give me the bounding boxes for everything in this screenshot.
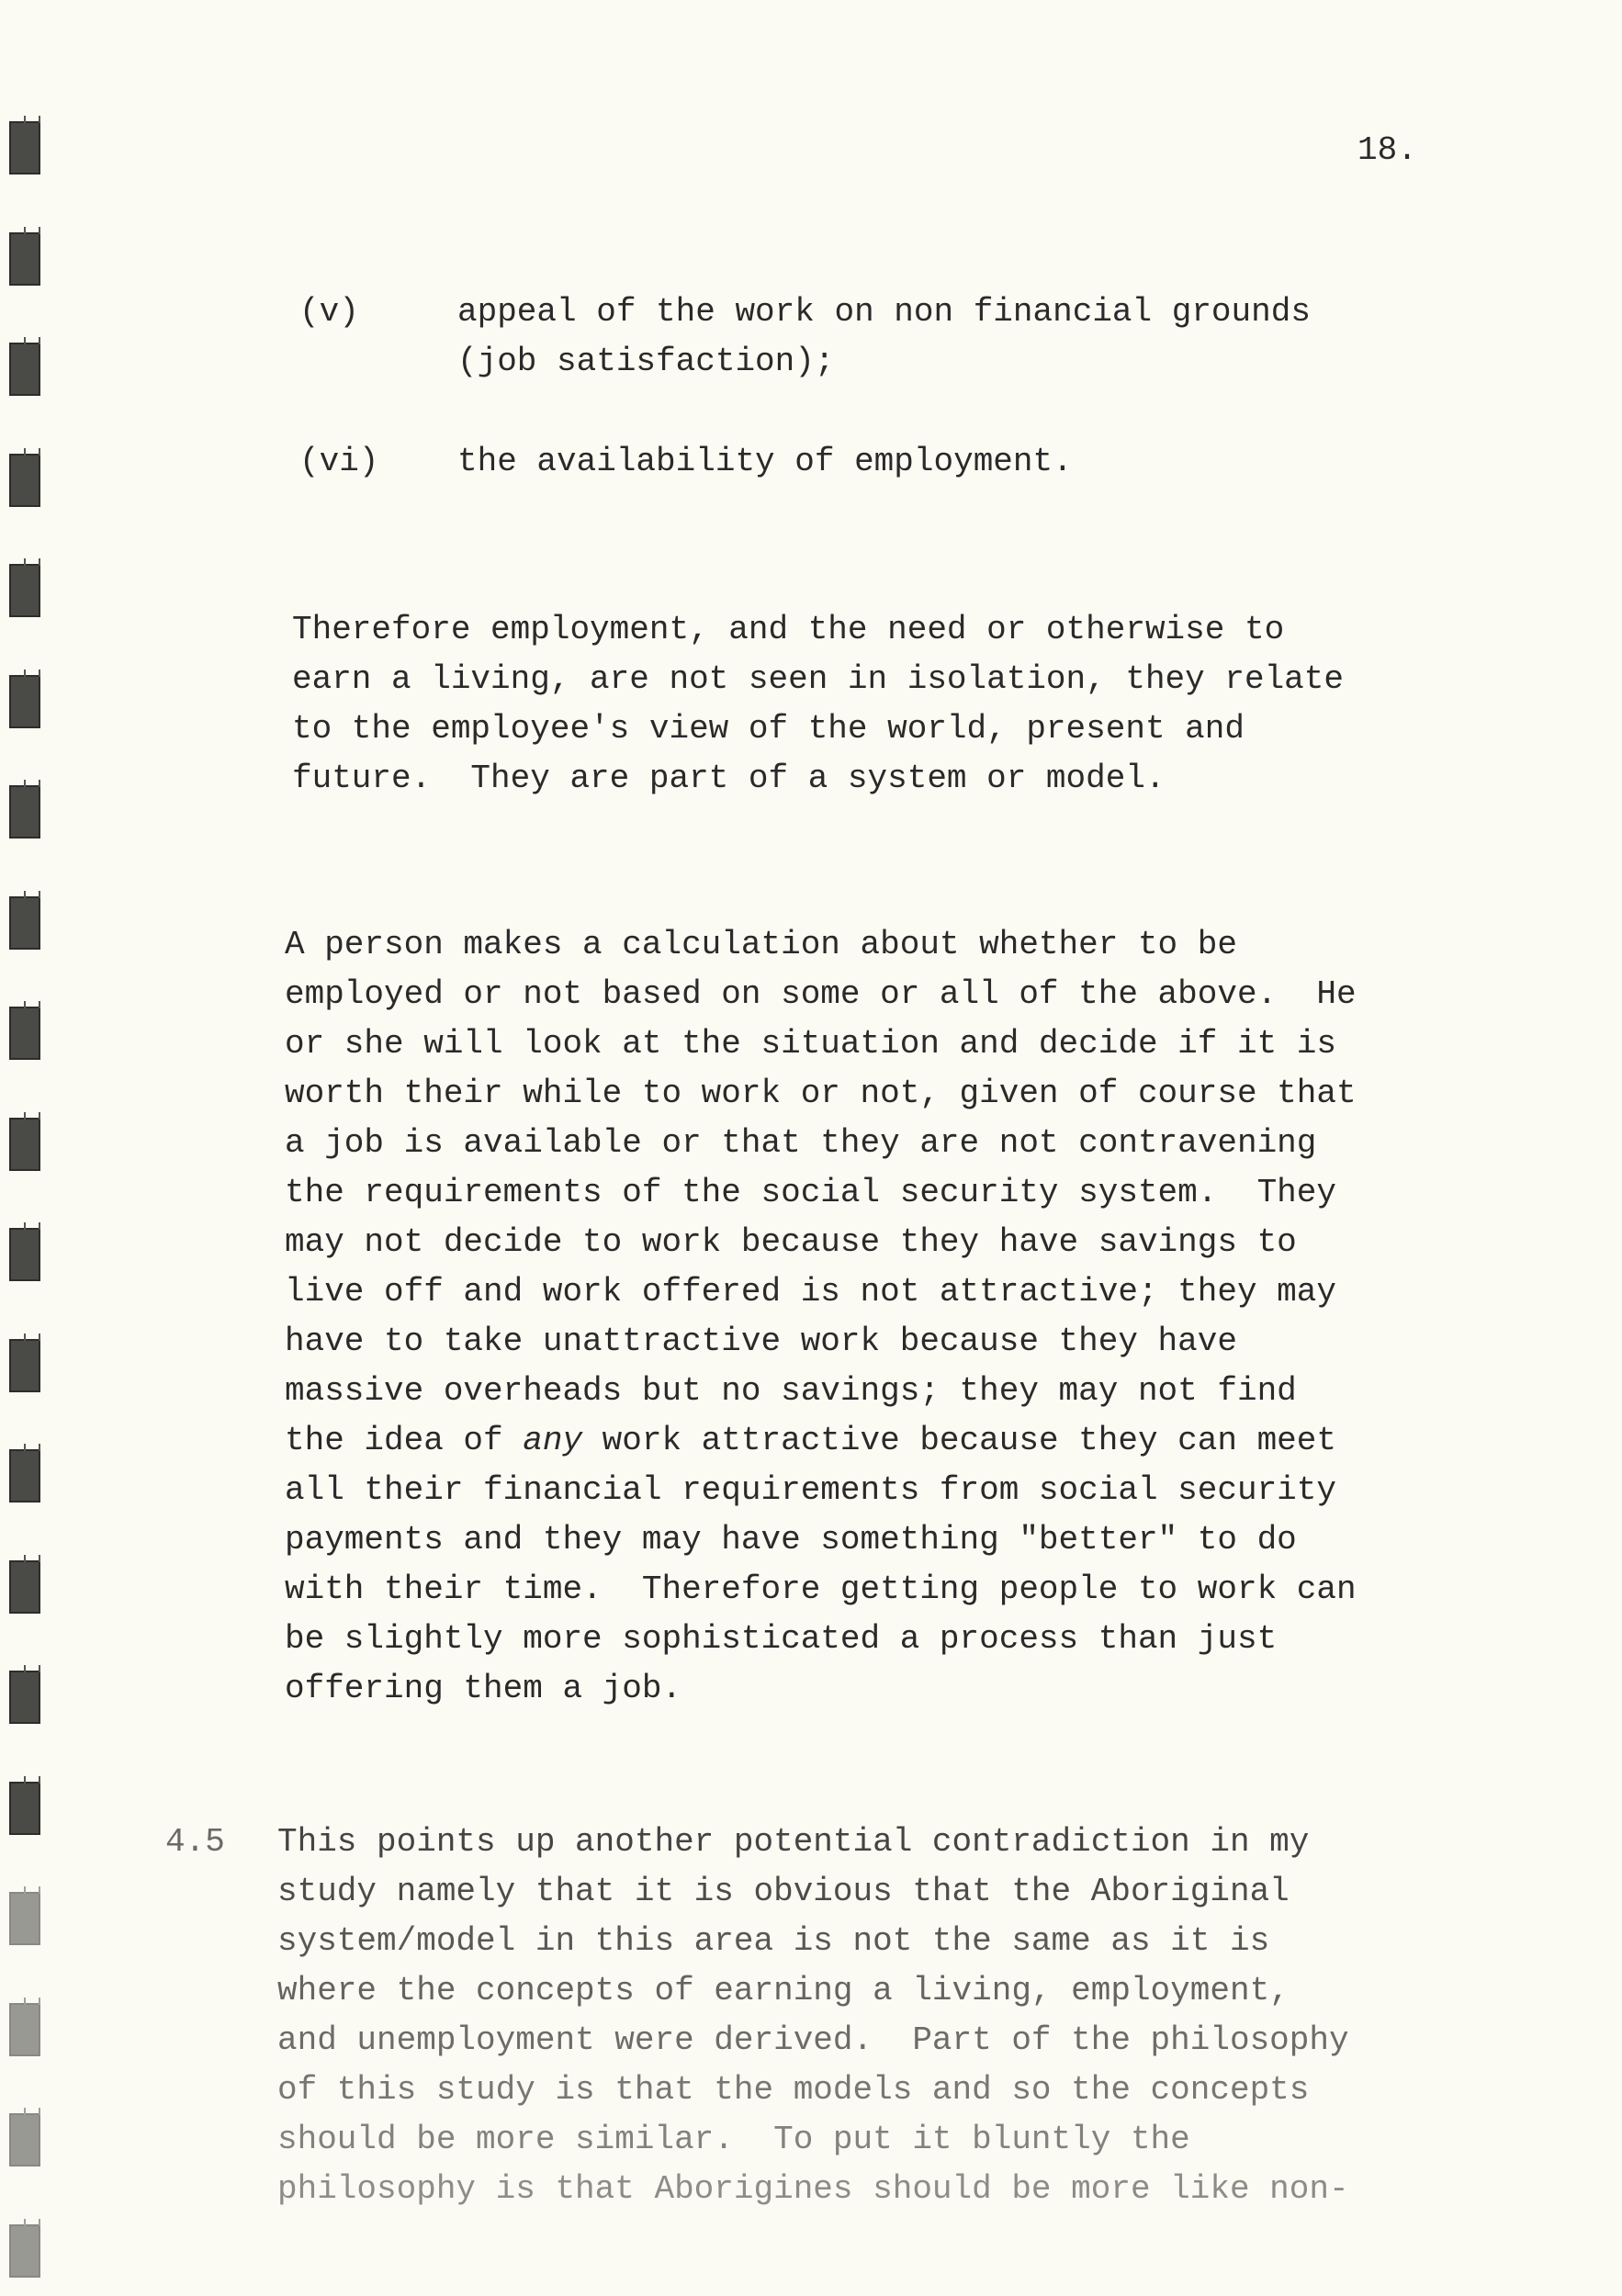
paragraph-2 xyxy=(285,920,1357,1714)
binder-hole xyxy=(9,1671,40,1724)
paragraph-line: the requirements of the social security system. They xyxy=(285,1174,1336,1211)
paragraph-line: should be more similar. To put it bluntly the xyxy=(277,2121,1190,2158)
paragraph-line: employed or not based on some or all of the above. He xyxy=(285,975,1357,1013)
binder-hole xyxy=(9,1892,40,1945)
paragraph-line: offering them a job. xyxy=(285,1670,682,1707)
paragraph-line: and unemployment were derived. Part of the philosophy xyxy=(277,2021,1349,2059)
binder-hole xyxy=(9,232,40,286)
paragraph-line: live off and work offered is not attractive; they may xyxy=(285,1273,1336,1311)
paragraph-line: payments and they may have something "better" to do xyxy=(285,1521,1297,1559)
binder-hole xyxy=(9,1339,40,1392)
paragraph-line: worth their while to work or not, given of course that xyxy=(285,1075,1357,1112)
paragraph-line: philosophy is that Aborigines should be more like non- xyxy=(277,2170,1349,2208)
list-item-label-vi: (vi) xyxy=(299,443,379,480)
paragraph-line: have to take unattractive work because they have xyxy=(285,1322,1237,1360)
binder-hole xyxy=(9,675,40,728)
list-item-line: the availability of employment. xyxy=(457,443,1073,480)
binder-hole xyxy=(9,1449,40,1503)
binder-hole xyxy=(9,343,40,396)
paragraph-1 xyxy=(292,605,1344,804)
list-item-v xyxy=(457,287,1311,387)
list-item-label-v: (v) xyxy=(299,293,359,331)
paragraph-line: A person makes a calculation about whether to be xyxy=(285,926,1237,963)
binder-hole xyxy=(9,1560,40,1614)
binder-hole xyxy=(9,1118,40,1171)
list-item-line: appeal of the work on non financial grounds xyxy=(457,293,1311,331)
binder-hole xyxy=(9,454,40,507)
binder-hole xyxy=(9,1007,40,1060)
text: work attractive because they can meet xyxy=(582,1422,1336,1459)
paragraph-line: Therefore employment, and the need or otherwise to xyxy=(292,611,1285,648)
section-4-5-paragraph xyxy=(277,1818,1349,2214)
paragraph-line: of this study is that the models and so the concepts xyxy=(277,2071,1310,2109)
paragraph-line: earn a living, are not seen in isolation, they relate xyxy=(292,660,1344,698)
list-item-vi xyxy=(457,437,1073,487)
binder-hole xyxy=(9,785,40,838)
binder-hole xyxy=(9,2003,40,2056)
text: the idea of xyxy=(285,1422,524,1459)
binder-hole xyxy=(9,2224,40,2278)
paragraph-line: to the employee's view of the world, present and xyxy=(292,710,1245,748)
binder-hole xyxy=(9,1228,40,1281)
paragraph-line: may not decide to work because they have savings to xyxy=(285,1223,1297,1261)
binder-hole xyxy=(9,896,40,950)
page-number: 18. xyxy=(1357,131,1417,169)
paragraph-line: or she will look at the situation and decide if it is xyxy=(285,1025,1336,1063)
paragraph-line: where the concepts of earning a living, employment, xyxy=(277,1972,1290,2009)
list-item-line: (job satisfaction); xyxy=(457,343,835,380)
paragraph-line: study namely that it is obvious that the Aboriginal xyxy=(277,1873,1290,1910)
paragraph-line: all their financial requirements from social security xyxy=(285,1471,1336,1509)
paragraph-line-emphasis xyxy=(285,1416,1357,1466)
binder-hole xyxy=(9,121,40,174)
paragraph-line: be slightly more sophisticated a process than just xyxy=(285,1620,1278,1658)
binder-hole xyxy=(9,1782,40,1835)
paragraph-line: with their time. Therefore getting people to work can xyxy=(285,1570,1357,1608)
paragraph-line: massive overheads but no savings; they may not find xyxy=(285,1372,1297,1410)
paragraph-line: a job is available or that they are not contravening xyxy=(285,1124,1317,1162)
emphasis-any: any xyxy=(523,1422,583,1459)
paragraph-line: This points up another potential contradiction in my xyxy=(277,1823,1310,1861)
paragraph-line: system/model in this area is not the same as it is xyxy=(277,1922,1270,1960)
binder-hole xyxy=(9,2113,40,2167)
paragraph-line: future. They are part of a system or model. xyxy=(292,760,1166,797)
section-number: 4.5 xyxy=(165,1823,225,1861)
binder-hole xyxy=(9,564,40,617)
